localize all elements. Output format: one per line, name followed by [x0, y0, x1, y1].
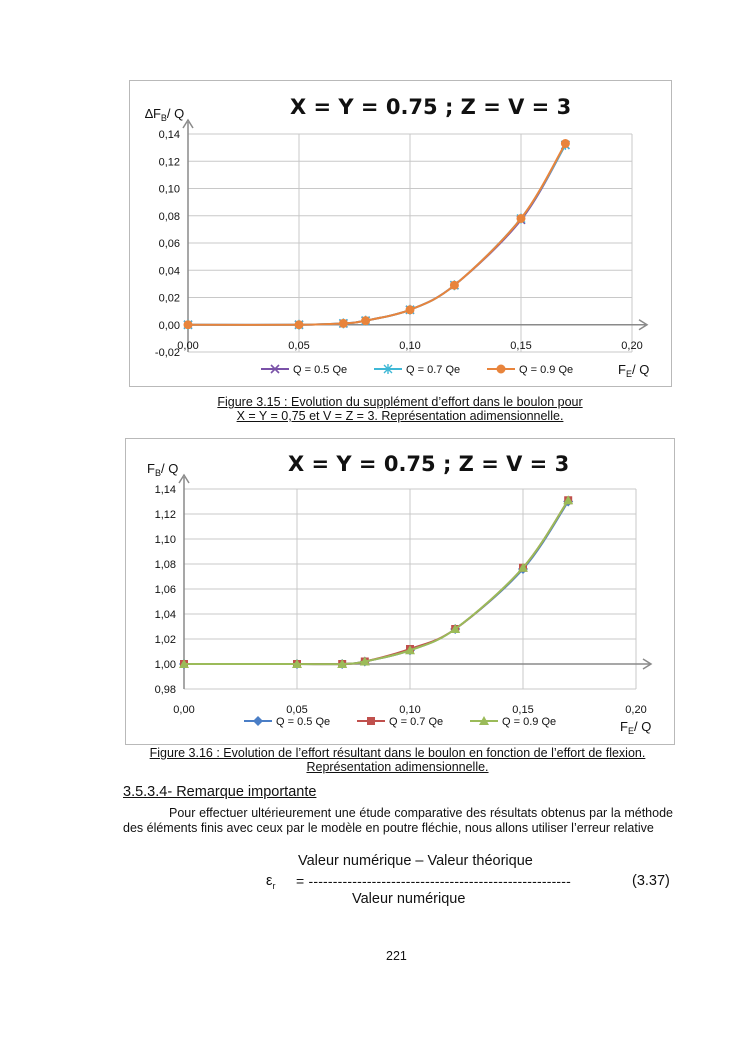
caption-line: Figure 3.16 : Evolution de l’effort résultant dans le boulon en fonction de l’effort de flexion. [149, 746, 646, 760]
chart-2-series [179, 495, 573, 669]
chart-2-x-axis-label: $F_E/$ Q [620, 719, 652, 736]
data-point [362, 317, 370, 325]
legend-label: Q = 0.9 Qe [502, 716, 557, 728]
y-tick-label: -0,02 [154, 347, 180, 359]
legend-marker [367, 717, 375, 725]
chart-1-gridlines [183, 120, 647, 352]
chart-2-title: X = Y = 0.75 ; Z = V = 3 [288, 452, 570, 476]
x-tick-label: 0,15 [510, 340, 532, 352]
x-tick-label: 0,20 [621, 340, 643, 352]
chart-2-legend [244, 716, 556, 728]
data-point [184, 321, 192, 329]
data-point [561, 140, 569, 148]
caption-line: Représentation adimensionnelle. [306, 760, 489, 774]
chart-2-gridlines [179, 475, 651, 689]
y-tick-label: 0,00 [158, 319, 180, 332]
chart-1-title: X = Y = 0.75 ; Z = V = 3 [290, 95, 572, 119]
epsilon-symbol: ε [266, 873, 273, 889]
equation-denominator: Valeur numérique [352, 891, 466, 907]
y-tick-label: 1,04 [154, 609, 176, 621]
legend-label: Q = 0.7 Qe [406, 364, 461, 376]
y-tick-label: 0,10 [158, 183, 180, 196]
y-tick-label: 1,06 [154, 584, 176, 596]
legend-label: Q = 0.5 Qe [276, 716, 331, 728]
x-tick-label: 0,10 [399, 704, 421, 716]
y-tick-label: 1,02 [154, 634, 176, 646]
y-tick-label: 1,08 [154, 559, 176, 571]
series-line [184, 502, 568, 665]
x-tick-label: 0,15 [512, 704, 534, 716]
y-tick-label: 0,04 [158, 265, 180, 278]
x-tick-label: 0,00 [177, 340, 199, 352]
y-tick-label: 0,12 [158, 156, 180, 169]
page-number: 221 [386, 949, 407, 963]
legend-label: Q = 0.5 Qe [293, 364, 348, 376]
chart-1-svg [130, 81, 671, 386]
x-tick-label: 0,05 [288, 340, 310, 352]
paragraph-text: Pour effectuer ultérieurement une étude comparative des résultats obtenus par la méthode des éléments finis avec ceux par le modèle en poutre fléchie, nous allons utiliser l’erreur relative [123, 806, 673, 835]
equation-numerator: Valeur numérique – Valeur théorique [298, 853, 533, 869]
equation-lhs [266, 873, 275, 891]
figure-3-15-chart [129, 80, 672, 387]
legend-label: Q = 0.9 Qe [519, 364, 574, 376]
legend-marker [497, 365, 505, 373]
y-tick-label: 0,06 [158, 238, 180, 250]
figure-3-15-caption [150, 395, 650, 423]
legend-label: Q = 0.7 Qe [389, 716, 444, 728]
chart-1-series [184, 140, 569, 330]
section-heading: 3.5.3.4- Remarque importante [123, 784, 317, 800]
x-tick-label: 0,00 [173, 704, 195, 716]
figure-3-16-caption [115, 746, 680, 774]
equation-fraction-bar [296, 873, 571, 889]
data-point [450, 281, 458, 289]
chart-2-svg [126, 439, 674, 744]
y-tick-label: 1,00 [154, 659, 176, 671]
chart-1-legend [261, 364, 573, 376]
x-tick-label: 0,05 [286, 704, 308, 716]
y-tick-label: 0,14 [158, 129, 180, 141]
data-point [295, 321, 303, 329]
y-tick-label: 0,98 [154, 684, 176, 696]
data-point [517, 214, 525, 222]
caption-line: X = Y = 0,75 et V = Z = 3. Représentation adimensionnelle. [236, 409, 564, 423]
equation-number: (3.37) [632, 873, 670, 889]
figure-3-16-chart [125, 438, 675, 745]
y-tick-label: 1,10 [154, 534, 176, 546]
body-paragraph [123, 806, 673, 836]
data-point [339, 319, 347, 327]
x-tick-label: 0,10 [399, 340, 421, 352]
y-tick-label: 0,08 [158, 210, 180, 223]
epsilon-subscript: r [272, 880, 276, 891]
series-line [184, 500, 568, 664]
data-point [406, 306, 414, 314]
y-tick-label: 1,12 [154, 509, 176, 521]
caption-line: Figure 3.15 : Evolution du supplément d’effort dans le boulon pour [217, 395, 583, 409]
equals-sign: = [296, 873, 309, 889]
chart-2-y-axis-label: $F_B/$ Q [147, 461, 179, 478]
dash-line: ------------------------------------------------------ [308, 873, 572, 889]
legend-marker [253, 716, 263, 726]
x-tick-label: 0,20 [625, 704, 647, 716]
chart-1-x-axis-label: $F_E/$ Q [618, 362, 650, 379]
y-tick-label: 0,02 [158, 292, 180, 305]
chart-1-y-axis-label: $\Delta F_B/$ Q [145, 106, 185, 123]
y-tick-label: 1,14 [154, 484, 176, 496]
chart-2-tick-labels [155, 484, 647, 716]
